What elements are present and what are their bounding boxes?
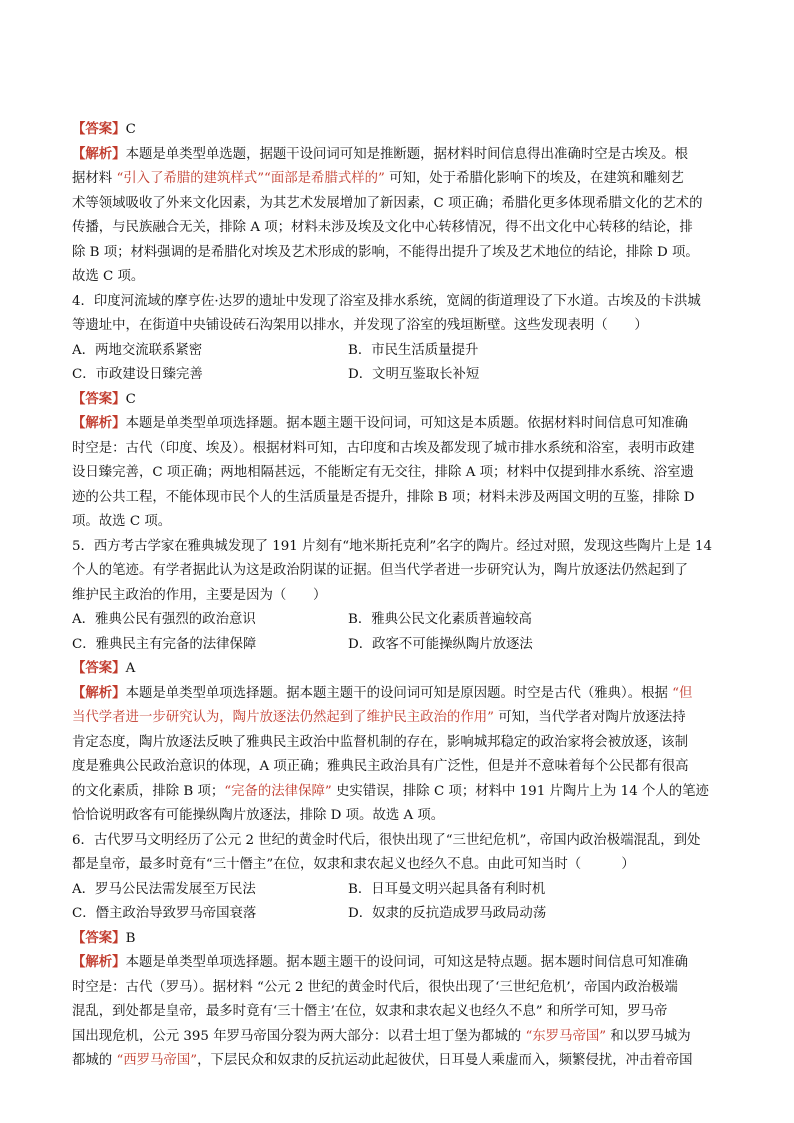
answer-line <box>72 118 724 143</box>
analysis-text: 本题是单类型单项选择题。据本题主题干设问词，可知这是本质题。依据材料时间信息可知准确 <box>125 416 688 431</box>
analysis-line <box>72 241 724 266</box>
analysis-line <box>72 216 724 241</box>
analysis-block-q6 <box>72 951 724 1074</box>
quoted-material: “引入了希腊的建筑样式”“面部是希腊式样的” <box>116 171 385 186</box>
analysis-line <box>72 1000 724 1025</box>
analysis-line <box>72 731 724 756</box>
option-row <box>72 608 724 633</box>
analysis-text: 度是雅典公民政治意识的体现，A 项正确；雅典民主政治具有广泛性，但是并不意味着每个公民都有很高 <box>72 759 689 774</box>
option-b: B．雅典公民文化素质普遍较高 <box>348 612 532 627</box>
analysis-text: 可知，当代学者对陶片放逐法持 <box>493 710 686 725</box>
question-stem-line: 4．印度河流域的摩亨佐·达罗的遗址中发现了浴室及排水系统，宽阔的街道理设了下水道。古埃及的卡洪城 <box>72 293 701 309</box>
analysis-line <box>72 1025 724 1050</box>
analysis-line <box>72 976 724 1001</box>
option-c: C．僭主政治导致罗马帝国衰落 <box>72 906 257 921</box>
analysis-line <box>72 780 724 805</box>
analysis-text: 本题是单类型单项选择题。据本题主题干的设问词可知是原因题。时空是古代（雅典）。根据 <box>125 685 673 701</box>
option-row <box>72 633 724 658</box>
analysis-text: 国出现危机，公元 395 年罗马帝国分裂为两大部分：以君士坦丁堡为都城的 <box>72 1028 526 1044</box>
analysis-text: 据材料 <box>72 171 117 186</box>
analysis-line <box>72 706 724 731</box>
answer-line <box>72 388 724 413</box>
answer-line <box>72 657 724 682</box>
analysis-text: 故选 C 项。 <box>72 269 145 284</box>
option-a: A．雅典公民有强烈的政治意识 <box>72 612 256 627</box>
option-d: D．政客不可能操纵陶片放逐法 <box>348 636 533 652</box>
analysis-block-q3 <box>72 143 724 290</box>
option-d: D．奴隶的反抗造成罗马政局动荡 <box>348 906 547 921</box>
analysis-line <box>72 951 724 976</box>
option-a: A．两地交流联系紧密 <box>72 342 203 358</box>
answer-value: B <box>125 930 136 946</box>
analysis-block-q5 <box>72 682 724 829</box>
analysis-text: 混乱，到处都是皇帝，最多时竟有‘三十僭主’在位，奴隶和隶农起义也经久不息” 和所学可知，罗马帝 <box>72 1004 668 1019</box>
question-stem-line: 等遗址中，在街道中央铺设砖石沟架用以排水，并发现了浴室的残垣断壁。这些发现表明（ ） <box>72 318 648 333</box>
question-6 <box>72 829 724 1074</box>
analysis-text: 传播，与民族融合无关，排除 A 项；材料未涉及埃及文化中心转移情况，得不出文化中心转移的结论，排 <box>72 220 693 235</box>
analysis-line <box>72 461 724 486</box>
answer-tag: 【答案】 <box>72 122 126 137</box>
analysis-text: 的文化素质，排除 B 项； <box>72 783 225 799</box>
analysis-text: 项。故选 C 项。 <box>72 514 172 529</box>
quoted-material: “西罗马帝国” <box>116 1053 198 1068</box>
option-d: D．文明互鉴取长补短 <box>348 367 480 382</box>
quoted-material: “东罗马帝国” <box>525 1028 607 1044</box>
analysis-line <box>72 1049 724 1074</box>
question-stem-line: 维护民主政治的作用，主要是因为（ ） <box>72 587 327 603</box>
analysis-line <box>72 167 724 192</box>
answer-tag: 【答案】 <box>72 930 126 946</box>
answer-value: A <box>125 661 136 676</box>
analysis-line <box>72 804 724 829</box>
quoted-material: “但 <box>672 685 693 701</box>
analysis-text: 设日臻完善，C 项正确；两地相隔甚远，不能断定有无交往，排除 A 项；材料中仅提到排水系统、浴室遗 <box>72 465 694 480</box>
analysis-text: 都城的 <box>72 1053 117 1068</box>
analysis-line <box>72 143 724 168</box>
analysis-text: 时空是：古代（印度、埃及）。根据材料可知，古印度和古埃及都发现了城市排水系统和浴室，表明市政建 <box>72 440 695 456</box>
document-page <box>72 118 724 1074</box>
analysis-text: 和以罗马城为 <box>606 1028 691 1044</box>
analysis-tag: 【解析】 <box>72 146 126 162</box>
option-row <box>72 363 724 388</box>
option-row <box>72 339 724 364</box>
analysis-line <box>72 437 724 462</box>
analysis-line <box>72 486 724 511</box>
analysis-tag: 【解析】 <box>72 416 126 431</box>
analysis-line <box>72 265 724 290</box>
option-b: B．市民生活质量提升 <box>348 342 479 358</box>
option-c: C．雅典民主有完备的法律保障 <box>72 636 257 652</box>
analysis-line <box>72 412 724 437</box>
question-stem-line: 都是皇帝，最多时竟有“三十僭主”在位，奴隶和隶农起义也经久不息。由此可知当时（ ） <box>72 857 635 872</box>
answer-tag: 【答案】 <box>72 661 126 676</box>
analysis-text: 迹的公共工程，不能体现市民个人的生活质量是否提升，排除 B 项；材料未涉及两国文明的互鉴，排除 D <box>72 489 695 505</box>
analysis-text: 本题是单类型单项选择题。据本题主题干的设问词，可知这是特点题。据本题时间信息可知准确 <box>125 955 688 970</box>
answer-value: C <box>125 391 136 407</box>
option-row <box>72 878 724 903</box>
option-c: C．市政建设日臻完善 <box>72 367 203 382</box>
question-4 <box>72 290 724 535</box>
analysis-text: 史实错误，排除 C 项；材料中 191 片陶片上为 14 个人的笔迹 <box>331 783 709 799</box>
analysis-text: 可知，处于希腊化影响下的埃及，在建筑和雕刻艺 <box>384 171 684 186</box>
quoted-material: “完备的法律保障” <box>224 783 332 799</box>
question-stem-line: 5．西方考古学家在雅典城发现了 191 片刻有“地米斯托克利”名字的陶片。经过对照，发现这些陶片上是 14 <box>72 538 712 554</box>
option-row <box>72 902 724 927</box>
question-stem-line: 个人的笔迹。有学者据此认为这是政治阴谋的证据。但当代学者进一步研究认为，陶片放逐法仍然起到了 <box>72 563 688 578</box>
quoted-material: 当代学者进一步研究认为，陶片放逐法仍然起到了维护民主政治的作用” <box>72 710 494 725</box>
option-a: A．罗马公民法需发展至万民法 <box>72 881 256 897</box>
analysis-line <box>72 755 724 780</box>
answer-value: C <box>125 122 136 137</box>
answer-line <box>72 927 724 952</box>
question-stem-line: 6．古代罗马文明经历了公元 2 世纪的黄金时代后，很快出现了“三世纪危机”，帝国内政治极端混乱，到处 <box>72 832 701 848</box>
option-b: B．日耳曼文明兴起具备有利时机 <box>348 881 546 897</box>
analysis-text: 肯定态度，陶片放逐法反映了雅典民主政治中监督机制的存在，影响城邦稳定的政治家将会被放逐，该制 <box>72 734 688 750</box>
analysis-line <box>72 510 724 535</box>
analysis-line <box>72 192 724 217</box>
analysis-text: 术等领域吸收了外来文化因素，为其艺术发展增加了新因素，C 项正确；希腊化更多体现希腊文化的艺术的 <box>72 195 703 211</box>
question-5 <box>72 535 724 829</box>
analysis-text: 恰恰说明政客有可能操纵陶片放逐法，排除 D 项。故选 A 项。 <box>72 808 445 823</box>
analysis-tag: 【解析】 <box>72 685 126 701</box>
answer-tag: 【答案】 <box>72 391 126 407</box>
analysis-text: 本题是单类型单选题，据题干设问词可知是推断题，据材料时间信息得出准确时空是古埃及。根 <box>125 146 688 162</box>
analysis-text: 时空是：古代（罗马）。据材料 “公元 2 世纪的黄金时代后，很快出现了‘三世纪危机’，帝国内政治极端 <box>72 979 678 995</box>
analysis-block-q4 <box>72 412 724 535</box>
analysis-text: 除 B 项；材料强调的是希腊化对埃及艺术形成的影响，不能得出提升了埃及艺术地位的结论，排除 D 项。 <box>72 244 699 260</box>
analysis-text: ，下层民众和奴隶的反抗运动此起彼伏，日耳曼人乘虚而入，频繁侵扰，冲击着帝国 <box>197 1053 693 1068</box>
analysis-tag: 【解析】 <box>72 955 126 970</box>
analysis-line <box>72 682 724 707</box>
